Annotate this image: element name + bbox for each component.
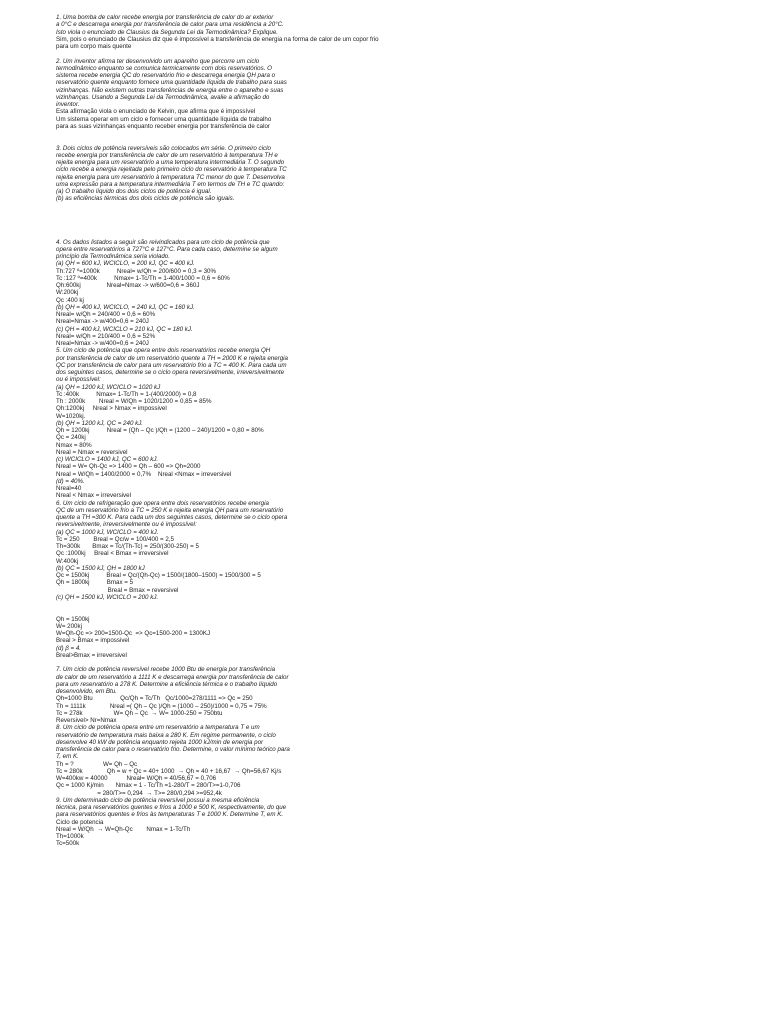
question-text-line: reservatório quente enquanto fornece uma quantidade líquida de trabalho para suas xyxy=(56,79,287,87)
answer-text-line: W=Qh-Qc => 200=1500-Qc => Qc=1500-200 = 1300KJ xyxy=(56,630,211,637)
answer-text-line: = 280/T>= 0,294 → T>= 280/0,294 >=952,4k xyxy=(56,789,222,797)
block-spacer xyxy=(56,659,356,666)
question-text-line: a 0°C e descarrega energia por transferência de calor para uma residência a 20°C. xyxy=(56,21,284,29)
question-text-line: (b) QC = 1500 kJ, QH = 1800 kJ xyxy=(56,564,145,572)
question-text-line: técnica, para reservatórios quentes e frios a 1000 e 500 K, respectivamente, do que xyxy=(56,804,287,811)
block-spacer xyxy=(56,50,356,57)
answer-text-line: Th=300k Bmax = Tc/(Th-Tc) = 250/(300-250) = 5 xyxy=(56,543,199,550)
question-text-line: (c) WCICLO = 1400 kJ, QC = 600 kJ. xyxy=(56,456,159,463)
answer-text-line: Esta afirmação viola o enunciado de Kelvin, que afirma que é impossível xyxy=(56,108,256,116)
answer-text-line: Th=1000k xyxy=(56,833,84,840)
answer-text-line: Tc = 280k Qh = w + Qc = 40+ 1000 → Qh = 40 + 16,67 → Qh=56,67 Kj/s xyxy=(56,767,282,775)
question-block xyxy=(56,145,356,203)
answer-text-line: Um sistema operar em um ciclo e fornecer uma quantidade líquida de trabalho xyxy=(56,115,272,123)
answer-text-line: Nreal < Nmax = irreversivel xyxy=(56,492,131,500)
question-text-line: (d) = 40%. xyxy=(56,477,85,485)
block-spacer xyxy=(56,130,356,145)
answer-text-line: Breal>Bmax = irreversivel xyxy=(56,651,127,659)
question-text-line: (a) QH = 600 kJ, WCICLO, = 200 kJ, QC = 400 kJ. xyxy=(56,260,195,268)
question-text-line: termodinâmico enquanto se comunica termicamente com dois reservatórios. O xyxy=(56,64,272,72)
question-text-line: sistema recebe energia QC do reservatório frio e descarrega energia QH para o xyxy=(56,72,276,79)
question-text-line: dos seguintes casos, determine se o ciclo opera reversivelmente, irreversivelmente xyxy=(56,369,285,376)
question-text-line: (a) QC = 1000 kJ, WCICLO = 400 kJ. xyxy=(56,528,159,536)
answer-text-line: Breal > Bmax = impossivel xyxy=(56,637,130,645)
question-block xyxy=(56,616,356,660)
answer-text-line: Nreal=40 xyxy=(56,485,82,492)
answer-text-line: Tc=500k xyxy=(56,840,80,848)
question-text-line: para reservatórios quentes e frios às temperaturas T e 1000 K. Determine T, em K. xyxy=(56,811,284,819)
answer-text-line: Tc :400k Nmax= 1-Tc/Th = 1-(400/2000) = 0,8 xyxy=(56,390,197,398)
answer-text-line: Nreal= w/Qh = 210/400 = 0,6 = 52% xyxy=(56,332,156,340)
answer-text-line: Nmax = 80% xyxy=(56,441,92,449)
answer-text-line: Qh = 1800kj Bmax = 5 xyxy=(56,579,134,587)
answer-text-line: Nreal=Nmax -> w/400=0,6 = 240J xyxy=(56,340,149,347)
question-text-line: (a) O trabalho líquido dos dois ciclos de potência é igual. xyxy=(56,188,212,195)
answer-text-line: W:400kj xyxy=(56,557,79,565)
answer-text-line: Sim, pois o enunciado de Clausius diz que é impossível a transferência de energia na forma de calor de um copor frio xyxy=(56,35,379,43)
question-text-line: (c) QH = 400 kJ, WCICLO = 210 kJ, QC = 180 kJ. xyxy=(56,325,193,333)
answer-text-line: Ciclo de potencia xyxy=(56,818,104,826)
document-page xyxy=(56,14,379,848)
question-block xyxy=(56,14,379,50)
answer-text-line: Nreal = W/Qh = 1400/2000 = 0,7% Nreal <Nmax = irreversivel xyxy=(56,470,232,478)
question-text-line: de calor de um reservatório a 1111 K e descarrega energia por transferência de calor xyxy=(56,673,289,681)
answer-text-line: Th = 1111k Nreal =( Qh – Qc )/Qh = (1000 – 250)/1000 = 0,75 = 75% xyxy=(56,702,267,710)
answer-text-line: Tc = 250 Breal = Qc/w = 100/400 = 2,5 xyxy=(56,535,174,543)
answer-text-line: W=400kw = 40000 Nreal= W/Qh = 40/56,67 = 0,706 xyxy=(56,775,217,782)
question-text-line: (b) QH = 1200 kJ, QC = 240 kJ. xyxy=(56,419,144,427)
question-text-line: 1. Uma bomba de calor recebe energia por transferência de calor do ar exterior xyxy=(56,14,274,21)
answer-text-line: Qh = 1500kj xyxy=(56,615,90,623)
question-text-line: (b) QH = 400 kJ, WCICLO, = 240 kJ, QC = 160 kJ. xyxy=(56,303,195,311)
question-text-line: (d) β = 4. xyxy=(56,644,82,652)
answer-text-line: Tc = 278k W= Qh – Qc → W= 1000-250 = 750btu xyxy=(56,709,223,717)
question-text-line: QC por transferência de calor para um reservatório frio a TC = 400 K. Para cada um xyxy=(56,361,287,369)
question-text-line: 4. Os dados listados a seguir são reivindicados para um ciclo de potência que xyxy=(56,238,270,246)
question-text-line: uma expressão para a temperatura intermediária T em termos de TH e TC quando: xyxy=(56,180,285,188)
question-block xyxy=(56,666,356,847)
question-text-line: (a) QH = 1200 kJ, WCICLO = 1020 kJ xyxy=(56,383,161,391)
question-text-line: desenvolvido, em Btu. xyxy=(56,688,117,695)
question-text-line: reversivelmente, irreversivelmente ou é impossível: xyxy=(56,521,197,529)
answer-text-line: Nreal= w/Qh = 240/400 = 0,6 = 60% xyxy=(56,311,156,318)
question-text-line: recebe energia por transferência de calor de um reservatório à temperatura TH e xyxy=(56,151,278,159)
answer-text-line: Qh:600kj Nreal=Nmax -> w/600=0,6 = 360J xyxy=(56,282,200,289)
question-block xyxy=(56,239,356,602)
answer-text-line: Reversivel> Nr=Nmax xyxy=(56,717,117,724)
question-text-line: 2. Um inventor afirma ter desenvolvido um aparelho que percorre um ciclo xyxy=(56,57,260,65)
answer-text-line: Qc = 1500kj Breal = Qc/(Qh-Qc) = 1500/(1800–1500) = 1500/300 = 5 xyxy=(56,572,261,579)
question-text-line: 8. Um ciclo de potência opera entre um reservatório a temperatura T e um xyxy=(56,724,260,732)
question-text-line: 6. Um ciclo de refrigeração que opera entre dois reservatórios recebe energia xyxy=(56,499,269,507)
answer-text-line: Qh=1000 Btu Qc/Qh = Tc/Th Qc/1000=278/1111 => Qc = 250 xyxy=(56,695,253,703)
question-text-line: vizinhanças. Usando a Segunda Lei da Termodinâmica, avalie a afirmação do xyxy=(56,93,270,101)
question-text-line: vizinhanças. Não existem outras transferências de energia entre o aparelho e suas xyxy=(56,86,284,94)
answer-text-line: Qc :1000kj Breal < Bmax = irreversivel xyxy=(56,550,169,558)
answer-text-line: Qc = 240kj xyxy=(56,434,86,442)
block-spacer xyxy=(56,203,356,239)
question-text-line: (c) QH = 1500 kJ, WCICLO = 200 kJ. xyxy=(56,593,159,601)
answer-text-line: W= 200kj xyxy=(56,622,82,630)
answer-text-line: W=1020kj. xyxy=(56,412,86,420)
block-spacer xyxy=(56,601,356,616)
question-text-line: reservatório de temperatura mais baixa a 280 K. Em regime permanente, o ciclo xyxy=(56,731,276,739)
question-text-line: 5. Um ciclo de potência que opera entre dois reservatórios recebe energia QH xyxy=(56,347,271,355)
answer-text-line: Th = ? W= Qh – Qc xyxy=(56,760,138,768)
question-block xyxy=(56,58,356,131)
answer-text-line: para as suas vizinhanças enquanto receber energia por transferência de calor xyxy=(56,122,270,130)
question-text-line: transferência de calor para o reservatório frio. Determine, o valor mínimo teórico para xyxy=(56,746,290,753)
question-text-line: 9. Um determinado ciclo de potência reversível possui a mesma eficiência xyxy=(56,796,260,804)
answer-text-line: Breal = Bmax = reversivel xyxy=(56,586,179,594)
answer-text-line: Th:727 º=1000k Nreal= w/Qh = 200/600 = 0,3 = 30% xyxy=(56,267,216,275)
answer-text-line: Th : 2000k Nreal = W/Qh = 1020/1200 = 0,85 = 85% xyxy=(56,398,212,405)
answer-text-line: Nreal=Nmax -> w/400=0,6 = 240J xyxy=(56,318,149,326)
question-text-line: 3. Dois ciclos de potência reversíveis são colocados em série. O primeiro ciclo xyxy=(56,144,271,152)
question-text-line: T, em K. xyxy=(56,753,79,761)
answer-text-line: Nreal = W= Qh-Qc => 1400 = Qh – 600 => Qh=2000 xyxy=(56,463,201,471)
question-text-line: princípio da Termodinâmica seria violado. xyxy=(56,253,170,260)
question-text-line: ou é impossível: xyxy=(56,376,101,384)
question-text-line: Isto viola o enunciado de Clausius da Segunda Lei da Termodinâmica? Explique. xyxy=(56,28,278,36)
answer-text-line: Tc :127 º=400k Nmax= 1-Tc/Th = 1-400/1000 = 0,6 = 60% xyxy=(56,274,230,282)
question-text-line: rejeita energia para um reservatório a uma temperatura intermediária T. O segundo xyxy=(56,159,285,166)
answer-text-line: Qh:1200kj Nreal > Nmax = impossivel xyxy=(56,405,167,413)
question-text-line: rejeita energia para um reservatório à temperatura TC menor do que T. Desenvolva xyxy=(56,173,285,181)
question-text-line: opera entre reservatórios a 727°C e 127°C. Para cada caso, determine se algum xyxy=(56,245,278,253)
question-text-line: quente a TH =300 K. Para cada um dos seguintes casos, determine se o ciclo opera xyxy=(56,514,288,521)
question-text-line: para um reservatório a 278 K. Determine a eficiência térmica e o trabalho líquido xyxy=(56,680,278,688)
question-text-line: ciclo recebe a energia rejeitada pelo primeiro ciclo do reservatório à temperatura TC xyxy=(56,166,287,174)
answer-text-line: Qh = 1200kj Nreal = (Qh – Qc )/Qh = (1200 – 240)/1200 = 0,80 = 80% xyxy=(56,427,264,434)
answer-text-line: Qc = 1000 Kj/min Nmax = 1 - Tc/Th =1-280/T = 280/T>=1-0,706 xyxy=(56,782,241,790)
question-text-line: 7. Um ciclo de potência reversível recebe 1000 Btu de energia por transferência xyxy=(56,666,276,674)
question-text-line: desenvolve 40 kW de potência enquanto rejeita 1000 kJ/min de energia por xyxy=(56,738,264,746)
answer-text-line: Nreal = W/Qh → W=Qh-Qc Nmax = 1-Tc/Th xyxy=(56,825,191,833)
question-text-line: (b) as eficiências térmicas dos dois ciclos de potência são iguais. xyxy=(56,195,235,203)
answer-text-line: Qc :400 kj xyxy=(56,296,84,304)
answer-text-line: W:200kj xyxy=(56,289,79,297)
answer-text-line: Nreal = Nmax = reversivel xyxy=(56,448,128,456)
question-text-line: por transferência de calor de um reservatório quente a TH = 2000 K e rejeita energia xyxy=(56,354,288,362)
answer-text-line: para um corpo mais quente xyxy=(56,43,132,50)
question-text-line: QC de um reservatório frio a TC = 250 K e rejeita energia QH para um reservatório xyxy=(56,506,284,514)
question-text-line: inventor. xyxy=(56,101,80,108)
